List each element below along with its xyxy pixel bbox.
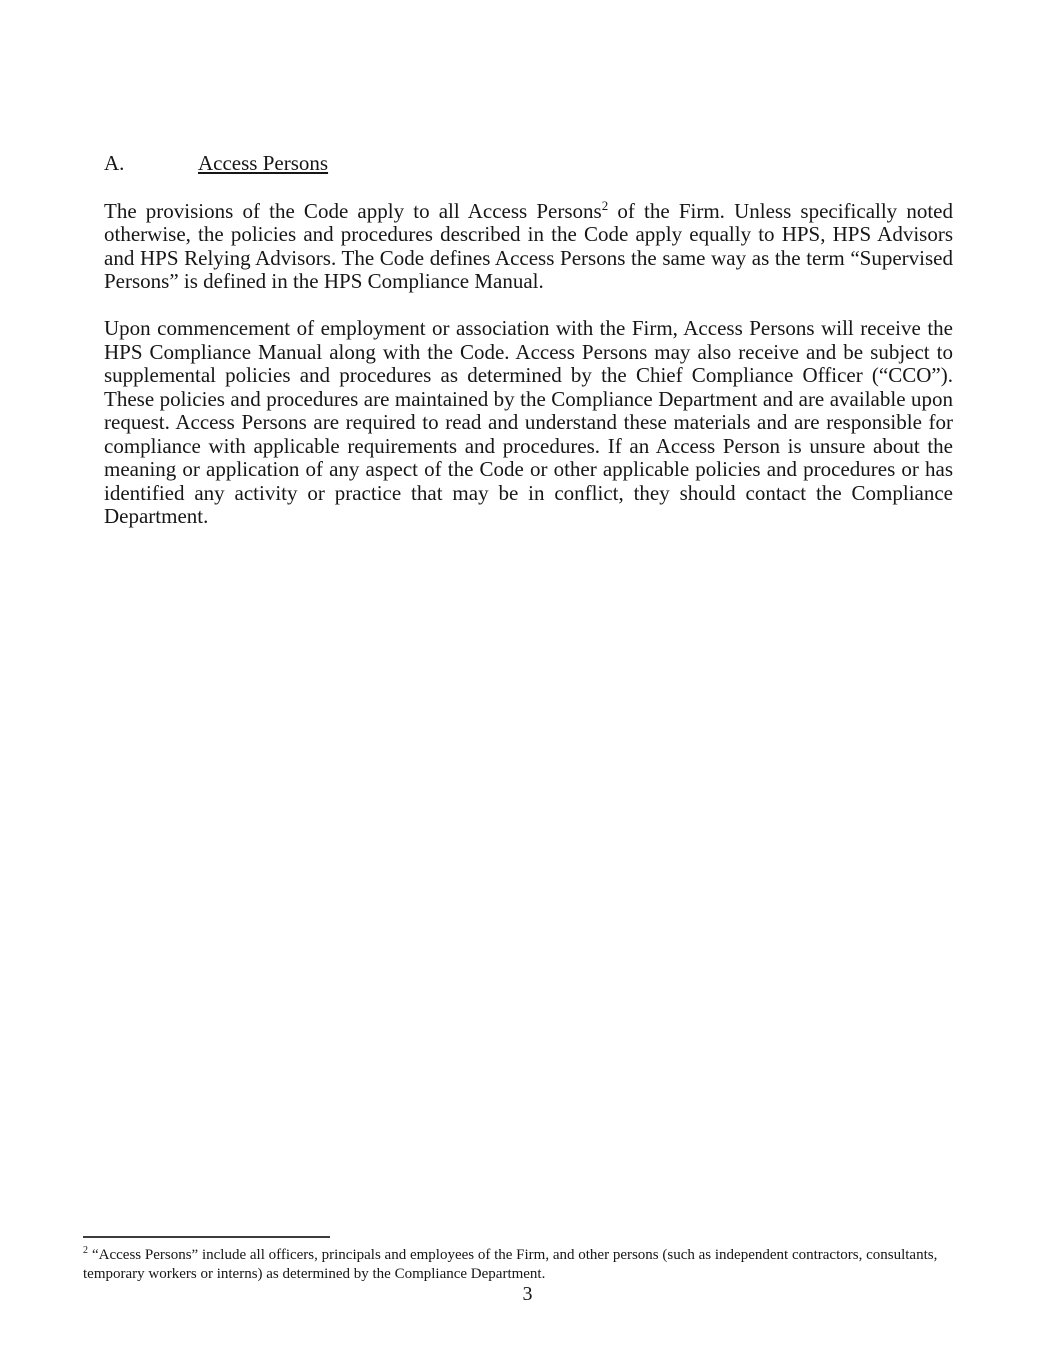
paragraph-access-persons-scope — [104, 197, 954, 294]
footnote — [83, 1246, 939, 1283]
footnote-area — [83, 1236, 939, 1283]
footnote-separator-rule — [83, 1236, 330, 1238]
section-heading — [104, 152, 953, 176]
section-title: Access Persons — [198, 151, 329, 175]
paragraph-compliance-manual: Upon commencement of employment or association with the Firm, Access Persons will receive the HPS Compliance Manual along with the Code. Access Persons may also receive and be subject to supplemental policies and procedures as determined by the Chief Compliance Officer (“CCO”). These policies and procedures are maintained by the Compliance Department and are available upon request. Access Persons are required to read and understand these materials and are responsible for compliance with applicable requirements and procedures. If an Access Person is unsure about the meaning or application of any aspect of the Code or other applicable policies and procedures or has identified any activity or practice that may be in conflict, they should contact the Compliance Department. — [104, 316, 953, 528]
section-letter: A. — [104, 151, 125, 175]
footnote-reference-superscript: 2 — [601, 197, 609, 213]
page-number: 3 — [522, 1283, 533, 1305]
footnote-text: “Access Persons” include all officers, principals and employees of the Firm, and other persons (such as independent contractors, consultants, temporary workers or interns) as determined by the Compliance Department. — [83, 1247, 938, 1282]
paragraph-1-text-after-reference: of the Firm. Unless specifically noted otherwise, the policies and procedures described in the Code apply equally to HPS, HPS Advisors and HPS Relying Advisors. The Code defines Access Persons the same way as the term “Supervised Persons” is defined in the HPS Compliance Manual. — [104, 198, 954, 293]
paragraph-1-text-before-reference: The provisions of the Code apply to all Access Persons — [104, 198, 602, 223]
document-body — [104, 152, 953, 552]
footnote-marker: 2 — [83, 1245, 88, 1256]
